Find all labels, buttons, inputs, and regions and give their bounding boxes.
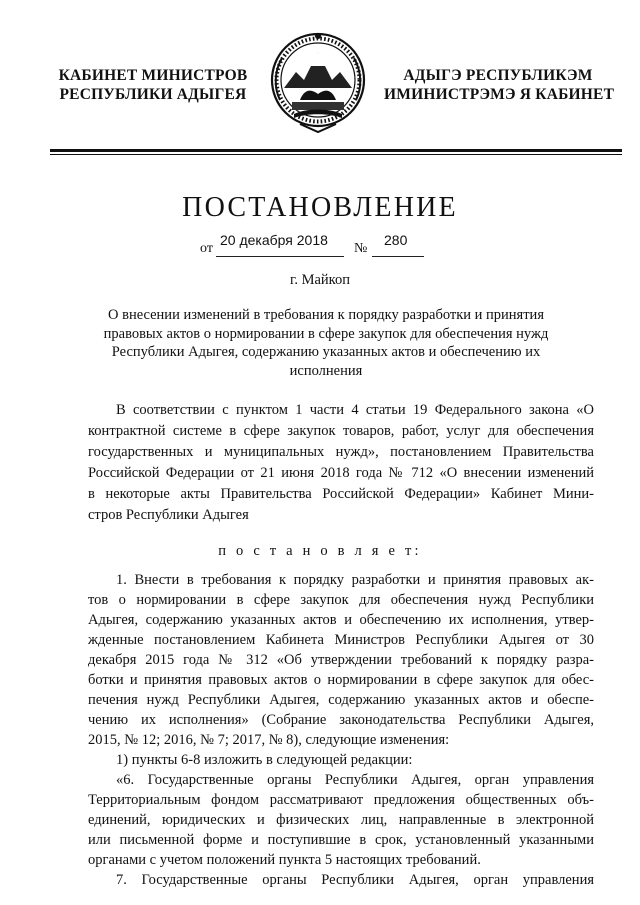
document-title: ПОСТАНОВЛЕНИЕ: [182, 192, 458, 223]
body-line: Территориальным фондом рассматривают предложения общественных объ-: [88, 792, 594, 808]
date-from-label: от: [200, 241, 213, 256]
body-line: органами с учетом положений пункта 5 настоящих требований.: [88, 852, 481, 868]
preamble-line: в некоторые акты Правительства Российской Федерации» Кабинет Мини-: [88, 486, 594, 502]
body-line: декабря 2015 года № 312 «Об утверждении требований к порядку разра-: [88, 652, 594, 668]
header-right-line-1: АДЫГЭ РЕСПУБЛИКЭМ: [403, 67, 593, 84]
number-underline: [372, 256, 424, 257]
body-line: 7. Государственные органы Республики Адыгея, орган управления: [116, 872, 594, 888]
preamble-line: В соответствии с пунктом 1 части 4 статьи 19 Федерального закона «О: [116, 402, 594, 418]
preamble-line: стров Республики Адыгея: [88, 507, 249, 523]
body-line: Адыгея, содержанию указанных актов и обеспечению их исполнения, утвер-: [88, 612, 594, 628]
body-line: 1. Внести в требования к порядку разработки и принятия правовых ак-: [116, 572, 594, 588]
body-line: единений, юридических и физических лиц, направленные в электронной: [88, 812, 594, 828]
adygea-coat-of-arms-icon: [270, 28, 366, 136]
subject-line: Республики Адыгея, содержанию указанных актов и обеспечению их: [111, 344, 541, 361]
header-left-line-2: РЕСПУБЛИКИ АДЫГЕЯ: [59, 86, 247, 103]
body-line: чению их исполнения» (Собрание законодательства Республики Адыгея,: [88, 712, 594, 728]
document-number: 280: [384, 232, 408, 248]
body-line: 2015, № 12; 2016, № 7; 2017, № 8), следующие изменения:: [88, 732, 450, 748]
preamble-line: Российской Федерации от 21 июня 2018 года № 712 «О внесении изменений: [88, 465, 594, 481]
preamble-line: государственных и муниципальных нужд», постановлением Правительства: [88, 444, 594, 460]
body-line: жденные постановлением Кабинета Министров Республики Адыгея от 30: [88, 632, 594, 648]
place-of-issue: г. Майкоп: [290, 272, 350, 288]
header-issuer-russian: [58, 66, 248, 104]
document-subject: [70, 306, 582, 380]
subject-line: исполнения: [289, 362, 363, 379]
body-line: 1) пункты 6-8 изложить в следующей редакции:: [116, 752, 413, 768]
subject-line: правовых актов о нормировании в сфере закупок для обеспечения нужд: [103, 325, 549, 342]
header-right-line-2: ИМИНИСТРЭМЭ Я КАБИНЕТ: [384, 86, 615, 103]
header-left-line-1: КАБИНЕТ МИНИСТРОВ: [58, 67, 248, 84]
subject-line: О внесении изменений в требования к порядку разработки и принятия: [108, 307, 544, 323]
body-line: печения нужд Республики Адыгея, содержанию указанных актов и обеспе-: [88, 692, 594, 708]
preamble-line: контрактной системе в сфере закупок товаров, работ, услуг для обеспечения: [88, 423, 594, 439]
header-divider-thin: [50, 154, 622, 155]
body-line: «6. Государственные органы Республики Адыгея, орган управления: [116, 772, 594, 788]
date-underline: [216, 256, 344, 257]
number-label: №: [354, 241, 368, 256]
body-line: ботки и принятия правовых актов о нормировании в сфере закупок для обес-: [88, 672, 594, 688]
document-date: 20 декабря 2018: [220, 232, 328, 248]
body-line: или письменной форме и поступившие в срок, установленный указанными: [88, 832, 594, 848]
decree-word: п о с т а н о в л я е т:: [218, 543, 422, 559]
header-issuer-adyghe: [384, 66, 615, 104]
header-divider-thick: [50, 149, 622, 152]
body-line: тов о нормировании в сфере закупок для обеспечения нужд Республики: [88, 592, 594, 608]
